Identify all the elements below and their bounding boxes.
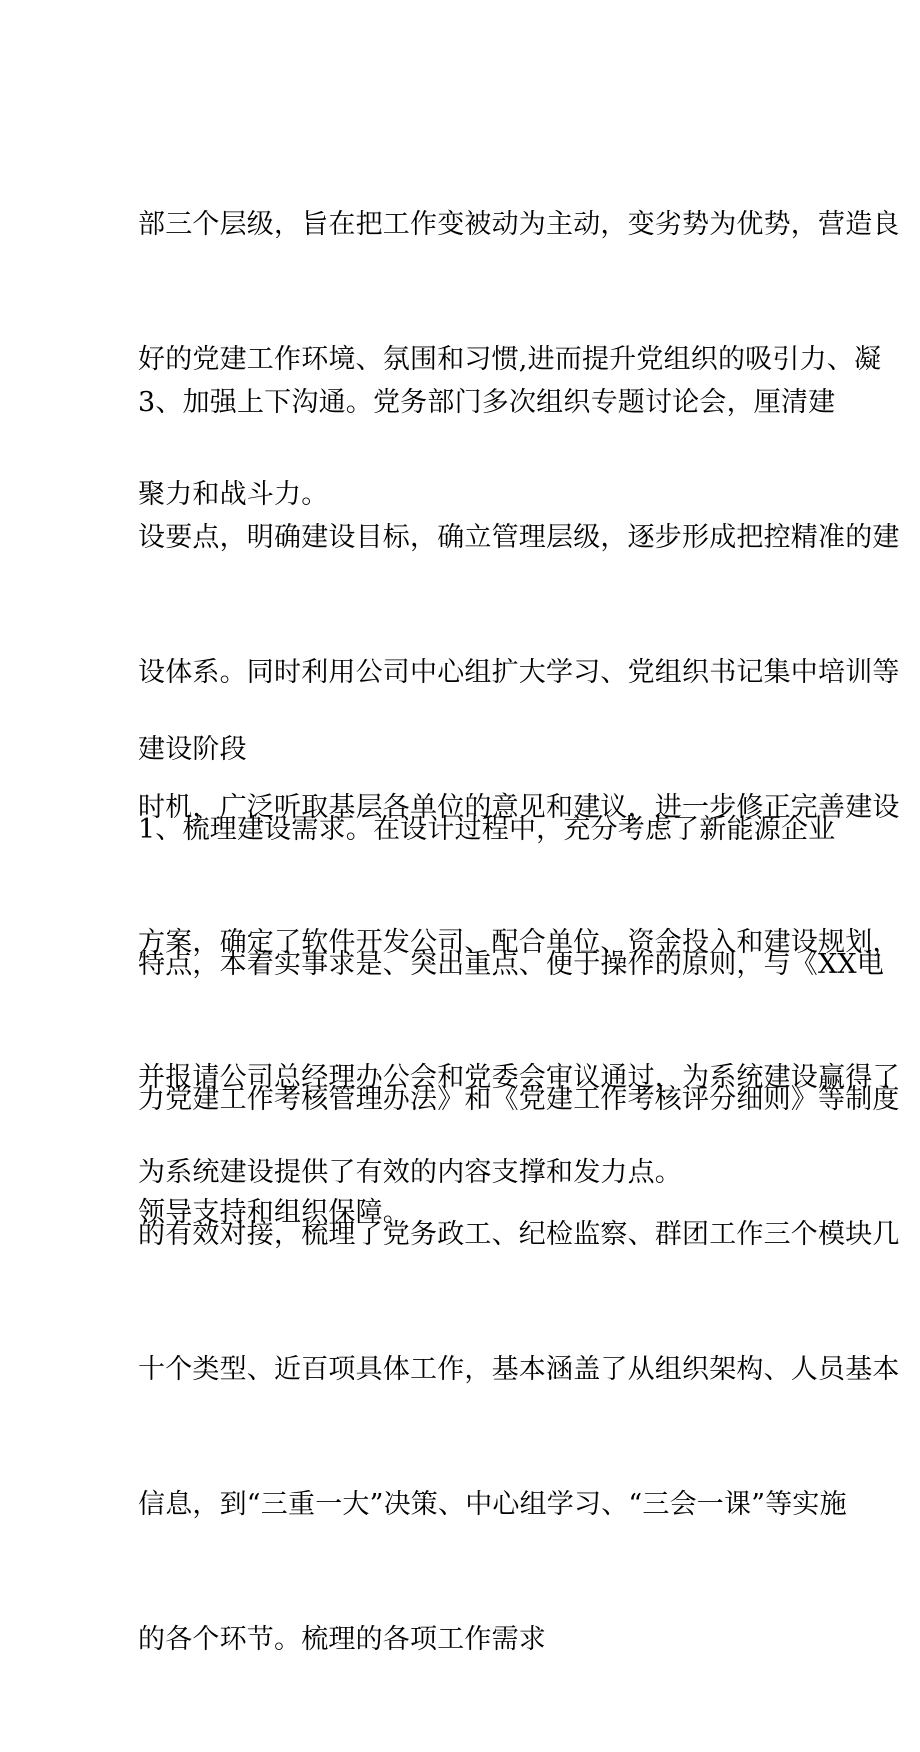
text-line: 特点，本着实事求是、突出重点、便于操作的原则，与《XX电: [138, 949, 885, 980]
text-line: 的有效对接，梳理了党务政工、纪检监察、群团工作三个模块几: [138, 1219, 900, 1250]
text-line: 十个类型、近百项具体工作，基本涵盖了从组织架构、人员基本: [138, 1354, 900, 1385]
paragraph-5: [138, 1060, 900, 1285]
text-line: 力党建工作考核管理办法》和《党建工作考核评分细则》等制度: [138, 1084, 900, 1115]
text-line: 3、加强上下沟通。党务部门多次组织专题讨论会，厘清建: [138, 387, 836, 418]
text-line: 方案，确定了软件开发公司、配合单位、资金投入和建设规划，: [138, 927, 900, 958]
text-line: 的各个环节。梳理的各项工作需求: [138, 1624, 546, 1655]
text-line: 为系统建设提供了有效的内容支撑和发力点。: [138, 1157, 682, 1188]
text-line: 好的党建工作环境、氛围和习惯,进而提升党组织的吸引力、凝: [138, 344, 882, 375]
text-line: 领导支持和组织保障。: [138, 1197, 410, 1228]
text-line: 设体系。同时利用公司中心组扩大学习、党组织书记集中培训等: [138, 657, 900, 688]
text-line: 时机，广泛听取基层各单位的意见和建议，进一步修正完善建设: [138, 792, 900, 823]
text-line: 1、梳理建设需求。在设计过程中，充分考虑了新能源企业: [138, 814, 836, 845]
text-line: 信息，到“三重一大”决策、中心组学习、“三会一课”等实施: [138, 1489, 847, 1520]
text-line: 聚力和战斗力。: [138, 479, 329, 510]
text-line: 设要点，明确建设目标，确立管理层级，逐步形成把控精准的建: [138, 522, 900, 553]
text-line: 部三个层级，旨在把工作变被动为主动，变劣势为优势，营造良: [138, 209, 900, 240]
text-line: 并报请公司总经理办公会和党委会审议通过，为系统建设赢得了: [138, 1062, 900, 1093]
heading-text: 建设阶段: [138, 734, 247, 765]
